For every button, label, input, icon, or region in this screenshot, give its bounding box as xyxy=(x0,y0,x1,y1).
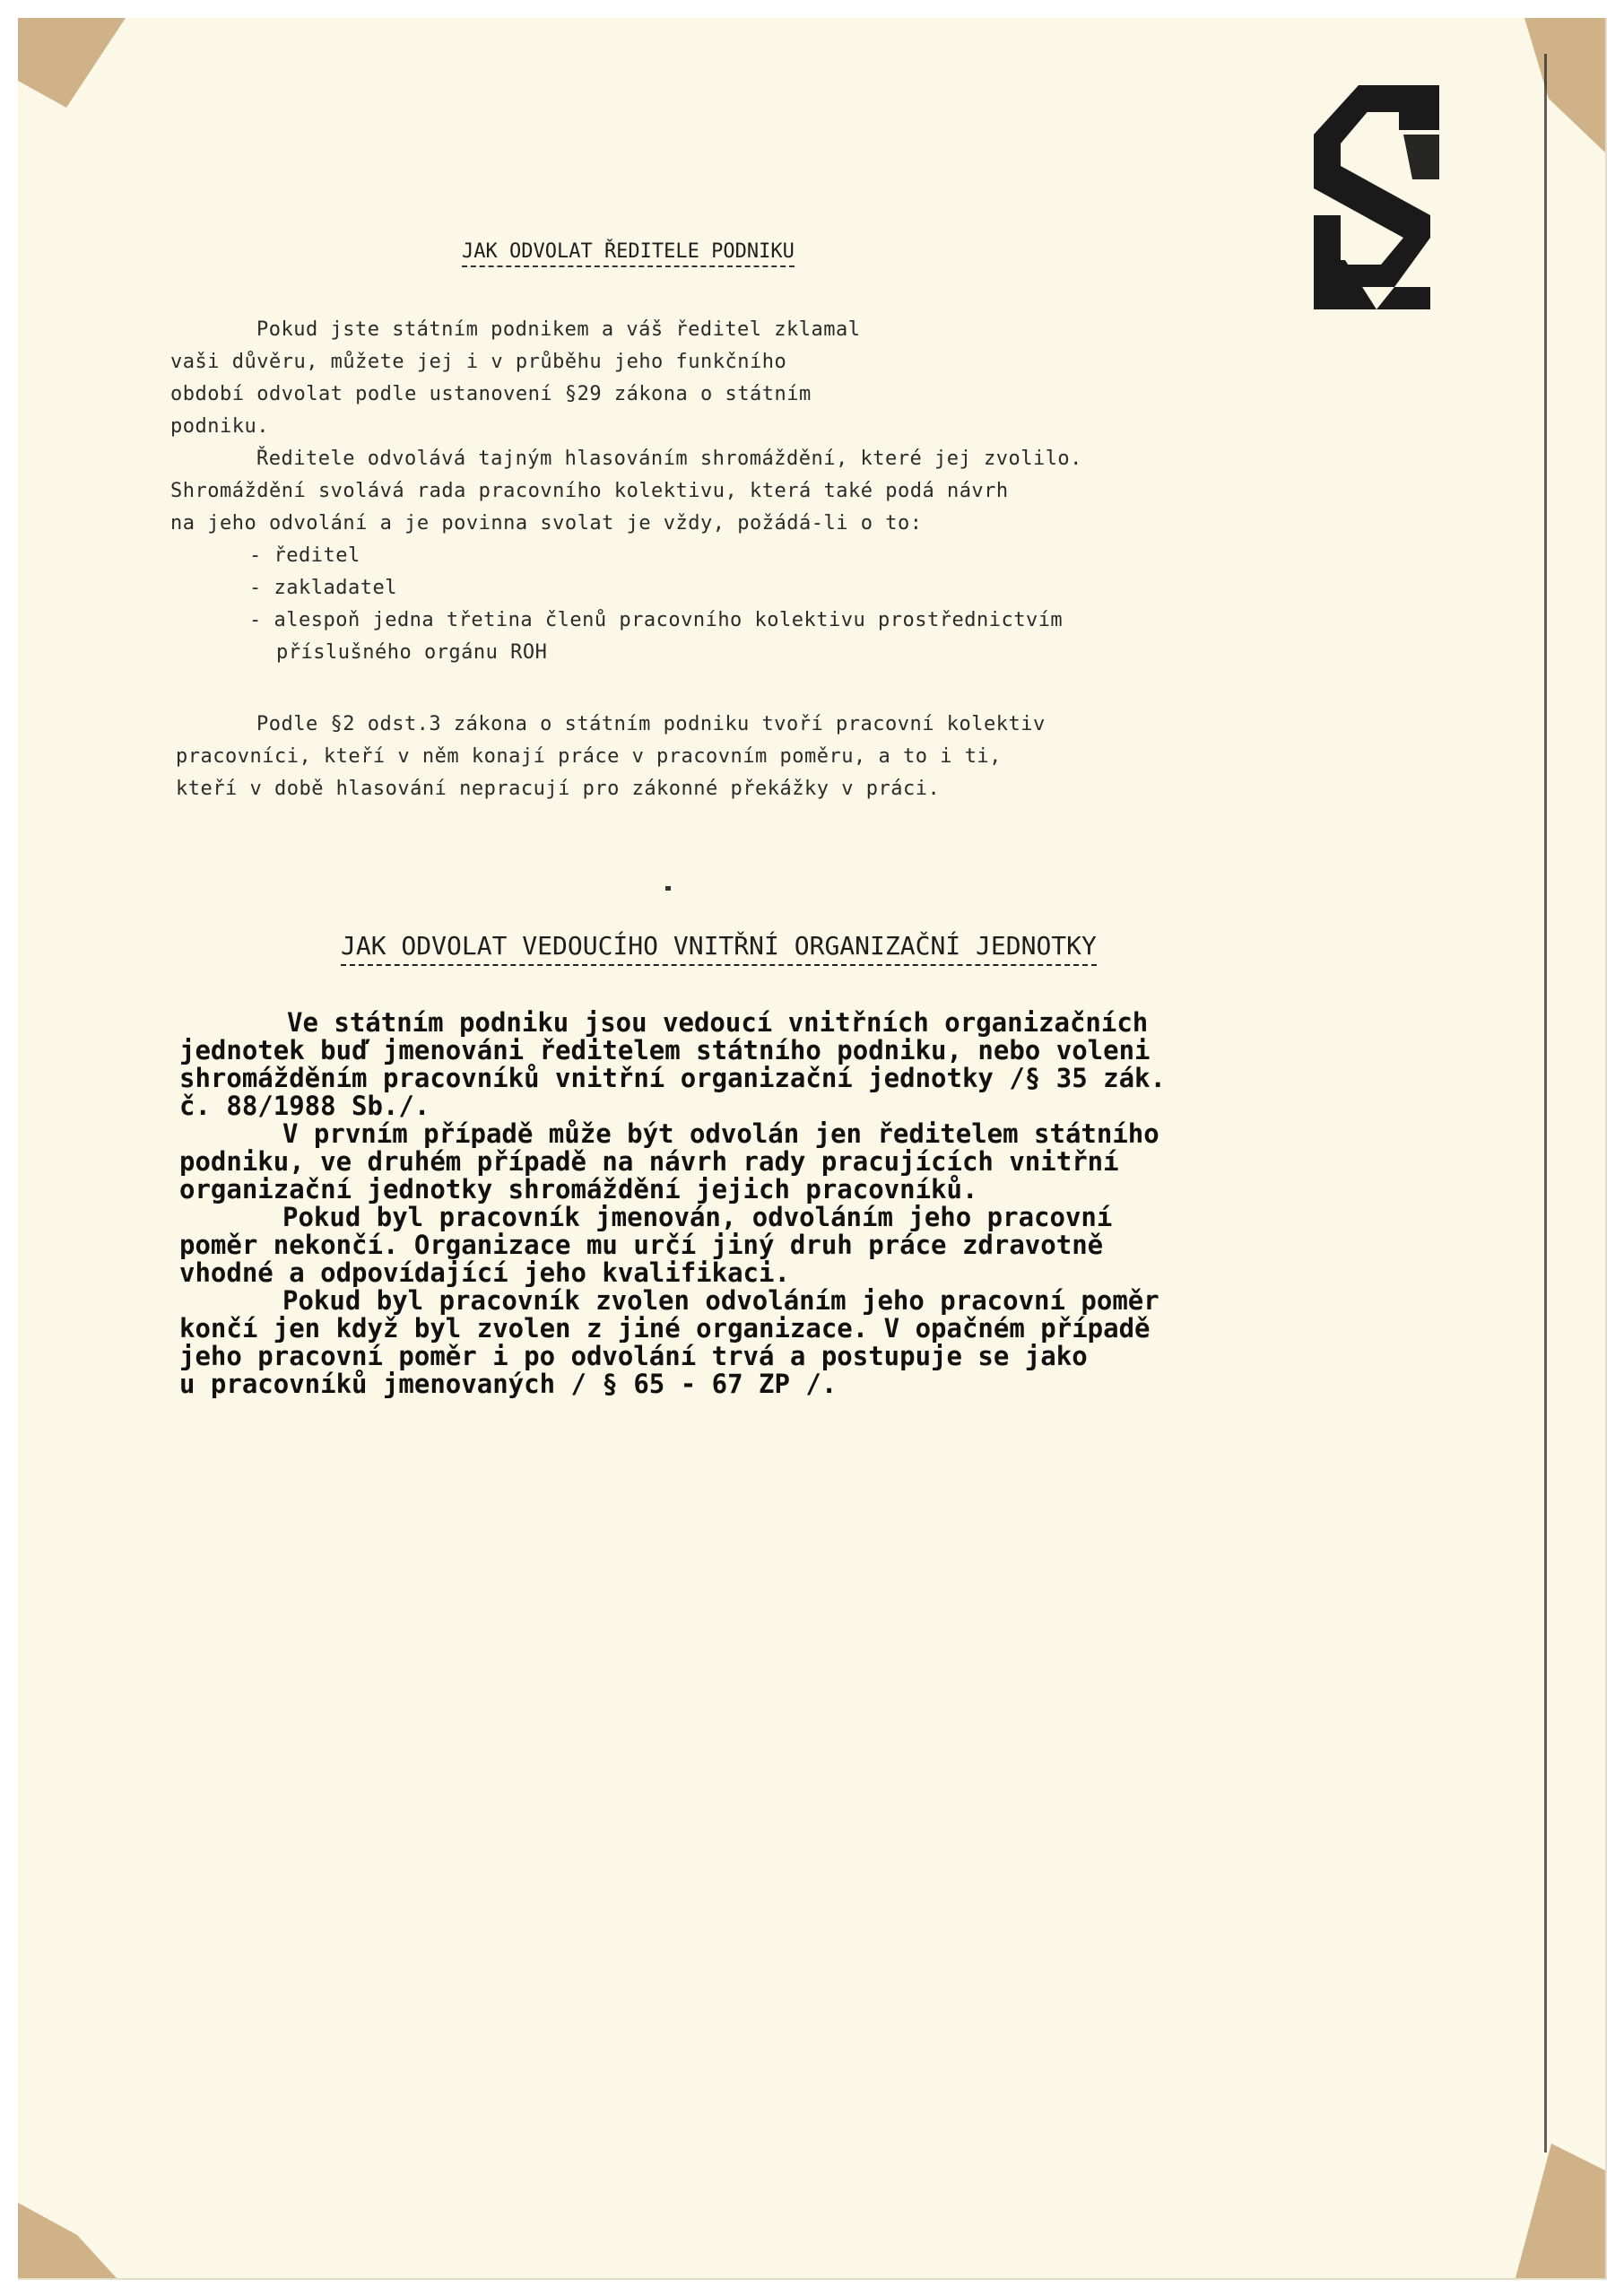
list-item: - ředitel xyxy=(249,544,360,567)
text-line: Pokud byl pracovník jmenován, odvoláním jeho pracovní xyxy=(282,1202,1113,1232)
text-line: Podle §2 odst.3 zákona o státním podniku tvoří pracovní kolektiv xyxy=(256,713,1046,735)
text-line: podniku. xyxy=(170,415,269,438)
text-line: na jeho odvolání a je povinna svolat je vždy, požádá-li o to: xyxy=(170,512,923,535)
text-line: V prvním případě může být odvolán jen ředitelem státního xyxy=(282,1118,1159,1149)
list-item: - zakladatel xyxy=(249,577,397,599)
interlocked-s-logo-icon xyxy=(1305,81,1448,314)
text-line: končí jen když byl zvolen z jiné organizace. V opačném případě xyxy=(179,1313,1151,1344)
text-line: Pokud jste státním podnikem a váš ředitel zklamal xyxy=(256,318,861,341)
text-line: kteří v době hlasování nepracují pro zákonné překážky v práci. xyxy=(176,778,941,800)
text-line: vaši důvěru, můžete jej i v průběhu jeho funkčního xyxy=(170,351,787,373)
text-line: shromážděním pracovníků vnitřní organizační jednotky /§ 35 zák. xyxy=(179,1063,1166,1093)
text-line: podniku, ve druhém případě na návrh rady pracujících vnitřní xyxy=(179,1146,1119,1177)
text-line: Ve státním podniku jsou vedoucí vnitřních organizačních xyxy=(287,1007,1149,1038)
text-line: vhodné a odpovídající jeho kvalifikaci. xyxy=(179,1257,790,1288)
margin-fold-line xyxy=(1544,54,1547,2152)
section2-title: JAK ODVOLAT VEDOUCÍHO VNITŘNÍ ORGANIZAČNÍ JEDNOTKY xyxy=(341,931,1097,961)
list-item: - alespoň jedna třetina členů pracovního kolektivu prostřednictvím xyxy=(249,609,1064,631)
section1-body xyxy=(170,314,1082,669)
text-line: Pokud byl pracovník zvolen odvoláním jeho pracovní poměr xyxy=(282,1285,1159,1316)
text-line: jeho pracovní poměr i po odvolání trvá a postupuje se jako xyxy=(179,1341,1088,1371)
text-line: Shromáždění svolává rada pracovního kolektivu, která také podá návrh xyxy=(170,480,1009,502)
text-line: období odvolat podle ustanovení §29 zákona o státním xyxy=(170,383,812,405)
list-item-continuation: příslušného orgánu ROH xyxy=(276,641,548,664)
section1-title: JAK ODVOLAT ŘEDITELE PODNIKU xyxy=(462,240,795,263)
text-line: organizační jednotky shromáždění jejich pracovníků. xyxy=(179,1174,978,1205)
text-line: pracovníci, kteří v něm konají práce v pracovním poměru, a to i ti, xyxy=(176,745,1002,768)
text-line: Ředitele odvolává tajným hlasováním shromáždění, které jej zvolilo. xyxy=(256,448,1082,470)
text-line: č. 88/1988 Sb./. xyxy=(179,1091,430,1121)
text-line: u pracovníků jmenovaných / § 65 - 67 ZP /. xyxy=(179,1369,838,1399)
section1-paragraph3 xyxy=(176,709,1046,805)
stray-mark xyxy=(665,886,671,891)
text-line: poměr nekončí. Organizace mu určí jiný druh práce zdravotně xyxy=(179,1230,1104,1260)
text-line: jednotek buď jmenováni ředitelem státního podniku, nebo voleni xyxy=(179,1035,1151,1065)
section2-body xyxy=(179,1009,1166,1398)
